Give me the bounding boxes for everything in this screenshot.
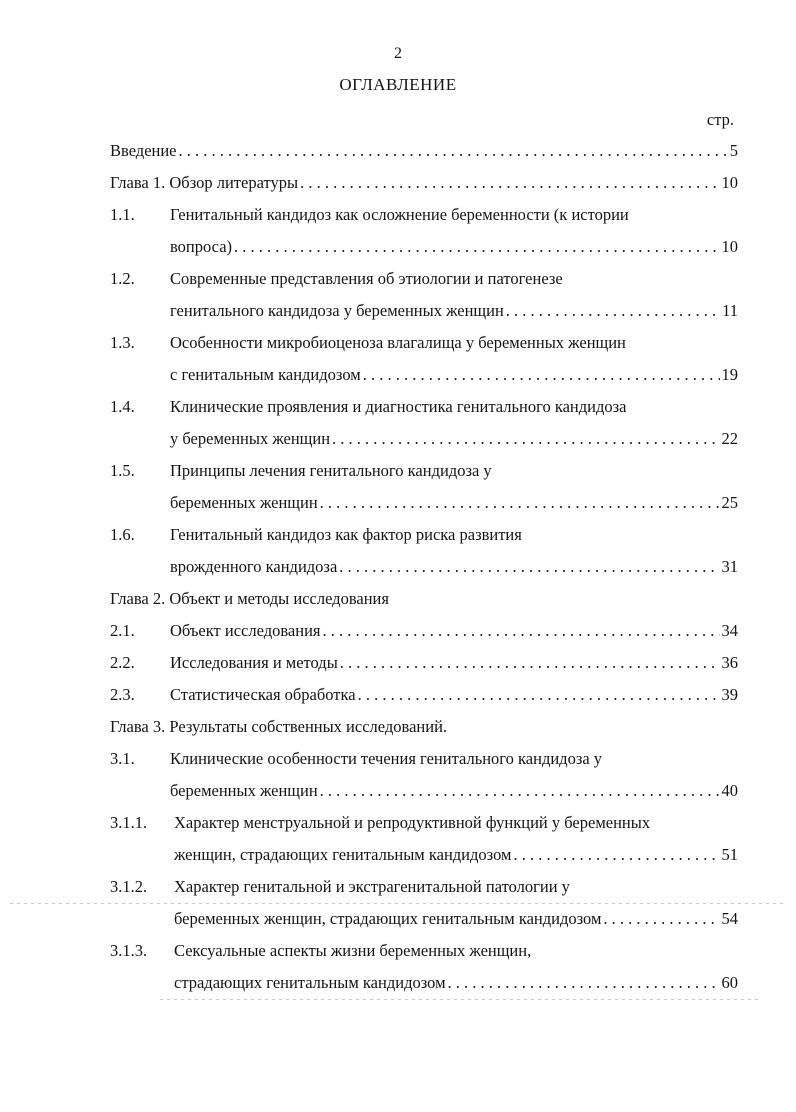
toc-entry-page: 25 xyxy=(721,493,738,512)
toc-entry-title: с генитальным кандидозом xyxy=(170,365,361,384)
toc-entry-number: 1.6. xyxy=(110,525,135,544)
page-number: 2 xyxy=(394,45,402,62)
toc-entry-line xyxy=(170,300,738,322)
toc-entry-title: страдающих генитальным кандидозом xyxy=(174,973,446,992)
toc-entry-title: Современные представления об этиологии и патогенезе xyxy=(170,269,563,288)
toc-entry-line xyxy=(170,428,738,450)
toc-entry-line xyxy=(174,908,738,930)
toc-entry-number: 3.1.3. xyxy=(110,941,148,960)
dot-leader xyxy=(320,492,720,514)
toc-entry-line xyxy=(110,172,738,194)
toc-entry-page: 10 xyxy=(721,173,738,192)
toc-entry-title: Характер генитальной и экстрагенитальной патологии у xyxy=(174,877,570,896)
dot-leader xyxy=(323,620,720,642)
toc-entry-line xyxy=(170,620,738,642)
toc-entry-title: Характер менструальной и репродуктивной функций у беременных xyxy=(174,813,651,832)
toc-entry-page: 40 xyxy=(721,781,738,800)
page-title: ОГЛАВЛЕНИЕ xyxy=(339,75,457,94)
toc-entry-number: 3.1.2. xyxy=(110,877,148,896)
toc-entry-title: беременных женщин, страдающих генитальным кандидозом xyxy=(174,909,602,928)
dot-leader xyxy=(513,844,719,866)
toc-entry-number: 1.1. xyxy=(110,205,135,224)
toc-entry-title: Генитальный кандидоз как осложнение беременности (к истории xyxy=(170,205,629,224)
toc-entry-title: Особенности микробиоценоза влагалища у беременных женщин xyxy=(170,333,626,352)
toc-entry-title: генитального кандидоза у беременных женщин xyxy=(170,301,504,320)
dot-leader xyxy=(340,652,720,674)
toc-entry-title: женщин, страдающих генитальным кандидозом xyxy=(174,845,512,864)
toc-entry-title: беременных женщин xyxy=(170,493,318,512)
toc-entry-page: 19 xyxy=(721,365,738,384)
toc-entry-title: Глава 3. Результаты собственных исследований. xyxy=(110,717,448,736)
toc-entry-title: врожденного кандидоза xyxy=(170,557,338,576)
toc-entry-line xyxy=(170,652,738,674)
dot-leader xyxy=(506,300,720,322)
toc-entry-page: 5 xyxy=(729,141,738,160)
dot-leader xyxy=(603,908,719,930)
toc-entry-line xyxy=(174,844,738,866)
toc-entry-number: 1.4. xyxy=(110,397,135,416)
toc-entry-number: 3.1.1. xyxy=(110,813,148,832)
toc-entry-line xyxy=(170,492,738,514)
toc-entry-page: 39 xyxy=(721,685,738,704)
dot-leader xyxy=(234,236,719,258)
toc-entry-page: 60 xyxy=(721,973,738,992)
toc-entry-title: Сексуальные аспекты жизни беременных женщин, xyxy=(174,941,532,960)
page-column-label: стр. xyxy=(706,110,734,129)
dot-leader xyxy=(358,684,720,706)
toc-entry-line xyxy=(110,140,738,162)
toc-entry-page: 31 xyxy=(721,557,738,576)
dot-leader xyxy=(179,140,728,162)
toc-entry-page: 36 xyxy=(721,653,738,672)
dot-leader xyxy=(448,972,720,994)
toc-entry-title: Генитальный кандидоз как фактор риска развития xyxy=(170,525,522,544)
toc-entry-page: 51 xyxy=(721,845,738,864)
toc-entry-number: 3.1. xyxy=(110,749,135,768)
toc-entry-line xyxy=(170,556,738,578)
toc-entry-page: 22 xyxy=(721,429,738,448)
toc-entry-number: 1.3. xyxy=(110,333,135,352)
toc-entry-page: 11 xyxy=(722,301,738,320)
toc-entry-number: 2.2. xyxy=(110,653,135,672)
dot-leader xyxy=(339,556,719,578)
toc-entry-title: Объект исследования xyxy=(170,621,321,640)
toc-entry-title: Клинические особенности течения генитального кандидоза у xyxy=(170,749,603,768)
scan-artifact-line xyxy=(10,903,786,904)
toc-entry-title: Глава 1. Обзор литературы xyxy=(110,173,299,192)
toc-entry-number: 1.5. xyxy=(110,461,135,480)
toc-entry-page: 10 xyxy=(721,237,738,256)
toc-entry-line xyxy=(170,780,738,802)
toc-entry-title: Статистическая обработка xyxy=(170,685,356,704)
dot-leader xyxy=(363,364,720,386)
dot-leader xyxy=(332,428,719,450)
toc-entry-title: Исследования и методы xyxy=(170,653,338,672)
scan-artifact-line xyxy=(160,999,760,1000)
toc-entry-line xyxy=(170,684,738,706)
toc-entry-title: Клинические проявления и диагностика генитального кандидоза xyxy=(170,397,627,416)
toc-entry-title: вопроса) xyxy=(170,237,233,256)
toc-entry-page: 34 xyxy=(721,621,738,640)
toc-entry-line xyxy=(170,236,738,258)
toc-entry-number: 1.2. xyxy=(110,269,135,288)
dot-leader xyxy=(320,780,720,802)
toc-entry-title: Введение xyxy=(110,141,177,160)
toc-entry-title: Глава 2. Объект и методы исследования xyxy=(110,589,389,608)
toc-entry-page: 54 xyxy=(721,909,738,928)
dot-leader xyxy=(300,172,719,194)
toc-entry-line xyxy=(170,364,738,386)
toc-entry-line xyxy=(174,972,738,994)
toc-entry-title: беременных женщин xyxy=(170,781,318,800)
toc-entry-number: 2.1. xyxy=(110,621,135,640)
toc-entry-number: 2.3. xyxy=(110,685,135,704)
toc-entry-title: у беременных женщин xyxy=(170,429,331,448)
toc-entry-title: Принципы лечения генитального кандидоза у xyxy=(170,461,492,480)
